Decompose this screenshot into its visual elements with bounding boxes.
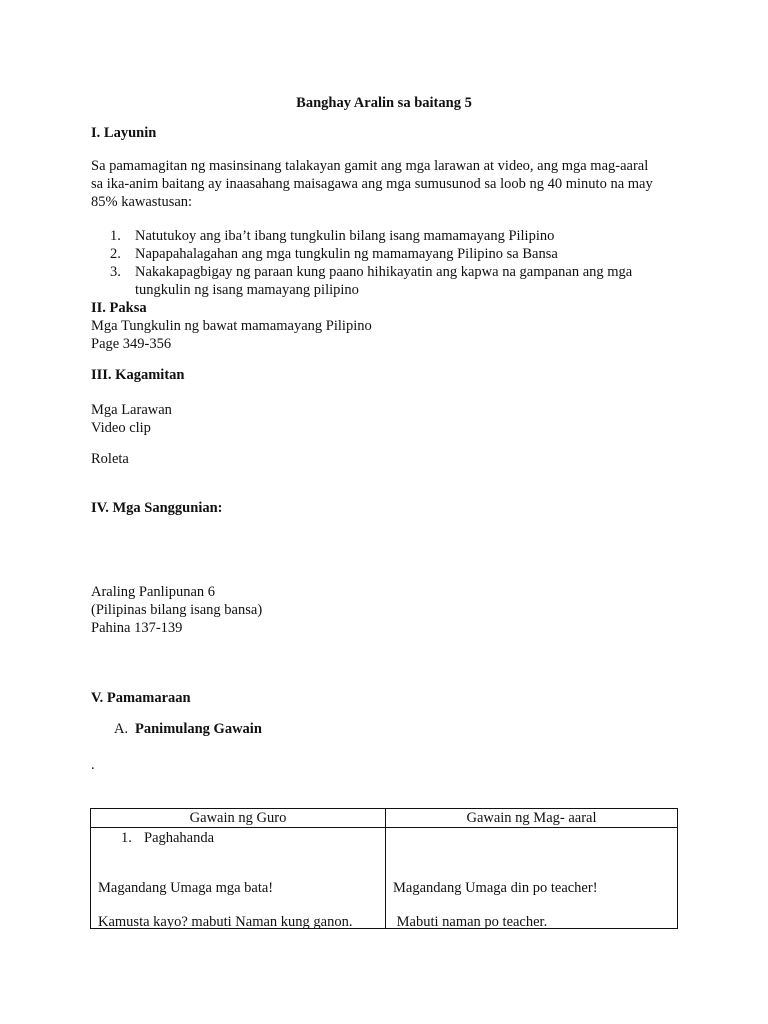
paksa-page: Page 349-356 bbox=[91, 336, 172, 352]
objective-text: Natutukoy ang iba’t ibang tungkulin bilang isang mamamayang Pilipino bbox=[135, 228, 555, 244]
paksa-topic: Mga Tungkulin ng bawat mamamayang Pilipino bbox=[91, 318, 372, 334]
heading-paksa: II. Paksa bbox=[91, 300, 147, 316]
step-number: 1. bbox=[121, 830, 132, 846]
kagamitan-item: Video clip bbox=[91, 420, 151, 436]
kagamitan-item: Mga Larawan bbox=[91, 402, 172, 418]
document-title: Banghay Aralin sa baitang 5 bbox=[296, 95, 472, 111]
objective-number: 1. bbox=[110, 228, 121, 244]
kagamitan-item: Roleta bbox=[91, 451, 129, 467]
objective-item bbox=[110, 227, 680, 245]
step-label: Paghahanda bbox=[144, 830, 215, 846]
table-header-row bbox=[91, 809, 678, 828]
cell-magaaral bbox=[386, 828, 678, 929]
layunin-intro bbox=[91, 157, 681, 211]
objective-text-continued: tungkulin ng isang mamayang pilipino bbox=[135, 282, 359, 298]
cell-guro bbox=[91, 828, 386, 929]
layunin-objectives-list bbox=[110, 227, 680, 299]
layunin-intro-line: sa ika-anim baitang ay inaasahang maisagawa ang mga sumusunod sa loob ng 40 minuto na may bbox=[91, 176, 653, 192]
objective-item bbox=[110, 263, 680, 299]
sanggunian-book: Araling Panlipunan 6 bbox=[91, 584, 216, 600]
objective-text: Napapahalagahan ang mga tungkulin ng mamamayang Pilipino sa Bansa bbox=[135, 246, 558, 262]
heading-pamamaraan: V. Pamamaraan bbox=[91, 690, 191, 706]
column-header-magaaral: Gawain ng Mag- aaral bbox=[386, 809, 678, 828]
magaaral-line: Mabuti naman po teacher. bbox=[393, 914, 548, 930]
table-row bbox=[91, 828, 678, 929]
column-header-guro: Gawain ng Guro bbox=[91, 809, 386, 828]
objective-number: 3. bbox=[110, 264, 121, 280]
guro-line: Magandang Umaga mga bata! bbox=[98, 880, 274, 896]
subsection-letter: A. bbox=[114, 721, 129, 737]
sanggunian-subtitle: (Pilipinas bilang isang bansa) bbox=[91, 602, 263, 618]
gawain-table bbox=[90, 808, 678, 929]
objective-item bbox=[110, 245, 680, 263]
heading-sanggunian: IV. Mga Sanggunian: bbox=[91, 500, 223, 516]
sanggunian-pages: Pahina 137-139 bbox=[91, 620, 183, 636]
guro-line: Kamusta kayo? mabuti Naman kung ganon. bbox=[98, 914, 353, 930]
layunin-intro-line: Sa pamamagitan ng masinsinang talakayan gamit ang mga larawan at video, ang mga mag-aaral bbox=[91, 158, 649, 174]
subsection-heading: Panimulang Gawain bbox=[135, 721, 262, 737]
stray-mark: . bbox=[91, 757, 95, 773]
heading-kagamitan: III. Kagamitan bbox=[91, 367, 185, 383]
objective-text: Nakakapagbigay ng paraan kung paano hihikayatin ang kapwa na gampanan ang mga bbox=[135, 264, 633, 280]
objective-number: 2. bbox=[110, 246, 121, 262]
heading-layunin: I. Layunin bbox=[91, 125, 157, 141]
magaaral-line: Magandang Umaga din po teacher! bbox=[393, 880, 598, 896]
layunin-intro-line: 85% kawastusan: bbox=[91, 194, 193, 210]
